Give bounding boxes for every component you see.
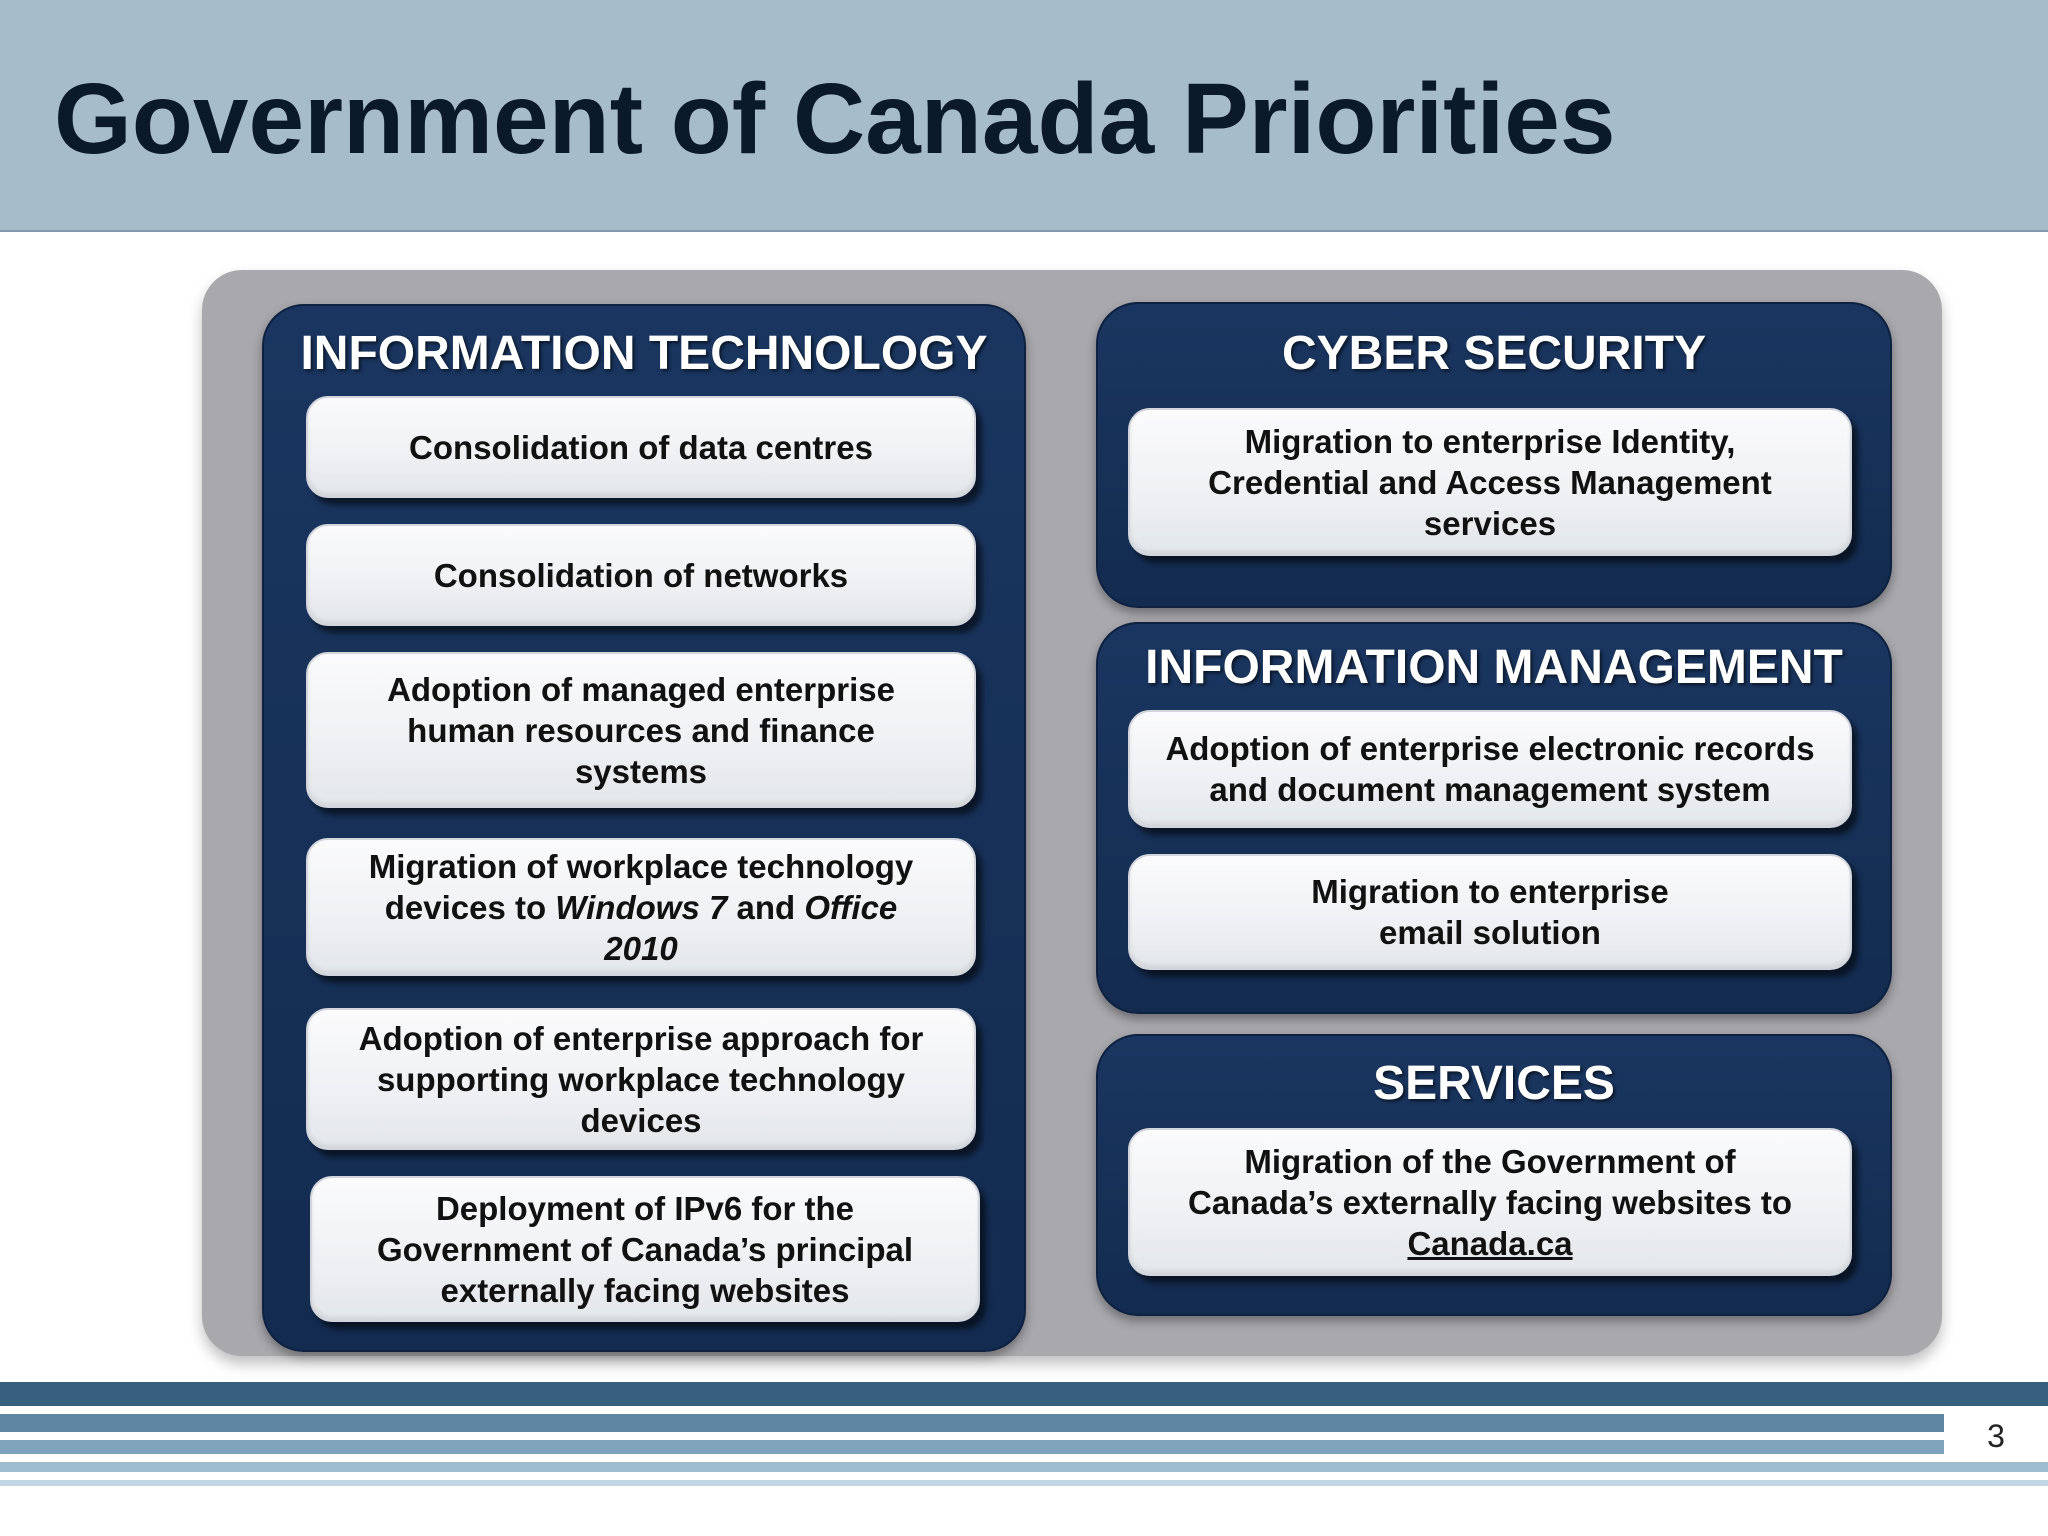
group-title-information-technology: INFORMATION TECHNOLOGY (300, 327, 988, 380)
priority-card-icam (1128, 408, 1852, 556)
group-information-technology (262, 304, 1026, 1352)
priority-card-data-centres (306, 396, 976, 498)
group-title-cyber-security: CYBER SECURITY (1281, 327, 1707, 380)
card-text-italic-windows: Windows 7 (555, 888, 728, 926)
card-text-line: Deployment of IPv6 for the (435, 1189, 855, 1227)
card-text-line: Migration to enterprise Identity, (1244, 422, 1736, 460)
card-text-line: human resources and finance (407, 711, 875, 749)
card-text-line: Migration of workplace technology (368, 847, 914, 885)
card-text-line: Migration to enterprise (1311, 873, 1669, 910)
card-text-line: Credential and Access Management (1208, 463, 1772, 501)
card-text-part: devices to (384, 888, 556, 926)
group-cyber-security (1096, 302, 1892, 608)
title-bar (0, 0, 2048, 232)
priority-card-hr-finance (306, 652, 976, 808)
priority-card-edrms (1128, 710, 1852, 828)
footer-stripe (0, 1480, 2048, 1486)
group-title-services: SERVICES (1373, 1057, 1615, 1110)
page-number: 3 (1944, 1412, 2048, 1460)
footer-stripe (0, 1462, 2048, 1472)
footer-stripe (0, 1440, 2048, 1454)
card-text: Consolidation of data centres (409, 428, 873, 466)
card-text-line: Migration of the Government of (1244, 1142, 1736, 1180)
group-information-management (1096, 622, 1892, 1014)
card-text-italic-year: 2010 (604, 929, 678, 967)
card-text-line: systems (574, 752, 708, 790)
card-text-line: email solution (1379, 914, 1601, 951)
priority-card-networks (306, 524, 976, 626)
group-title-information-management: INFORMATION MANAGEMENT (1145, 641, 1843, 694)
canada-ca-link[interactable]: Canada.ca (1407, 1224, 1573, 1262)
card-text-line: Canada’s externally facing websites to (1188, 1183, 1792, 1221)
priority-card-canada-ca (1128, 1128, 1852, 1276)
footer-stripe (0, 1414, 2048, 1432)
card-text-line: Adoption of managed enterprise (387, 670, 895, 708)
footer-stripe (0, 1382, 2048, 1406)
card-text-line: Adoption of enterprise electronic records (1165, 730, 1815, 767)
card-text-part: and (727, 888, 805, 926)
priority-card-email (1128, 854, 1852, 970)
card-text-line: externally facing websites (440, 1271, 850, 1309)
card-text-line: devices (580, 1101, 702, 1139)
card-text-line: Government of Canada’s principal (376, 1230, 914, 1268)
card-text-line: services (1423, 504, 1557, 542)
priority-card-ipv6 (310, 1176, 980, 1322)
card-text-line: Adoption of enterprise approach for (358, 1019, 924, 1057)
card-text-line (369, 887, 914, 928)
card-text: Consolidation of networks (433, 556, 849, 594)
card-text-italic-office: Office (804, 888, 898, 926)
group-services (1096, 1034, 1892, 1316)
card-text-line: supporting workplace technology (376, 1060, 906, 1098)
priority-card-windows-office (306, 838, 976, 976)
slide-title: Government of Canada Priorities (54, 63, 1616, 175)
card-text-line: and document management system (1209, 771, 1771, 808)
priority-card-workplace-support (306, 1008, 976, 1150)
